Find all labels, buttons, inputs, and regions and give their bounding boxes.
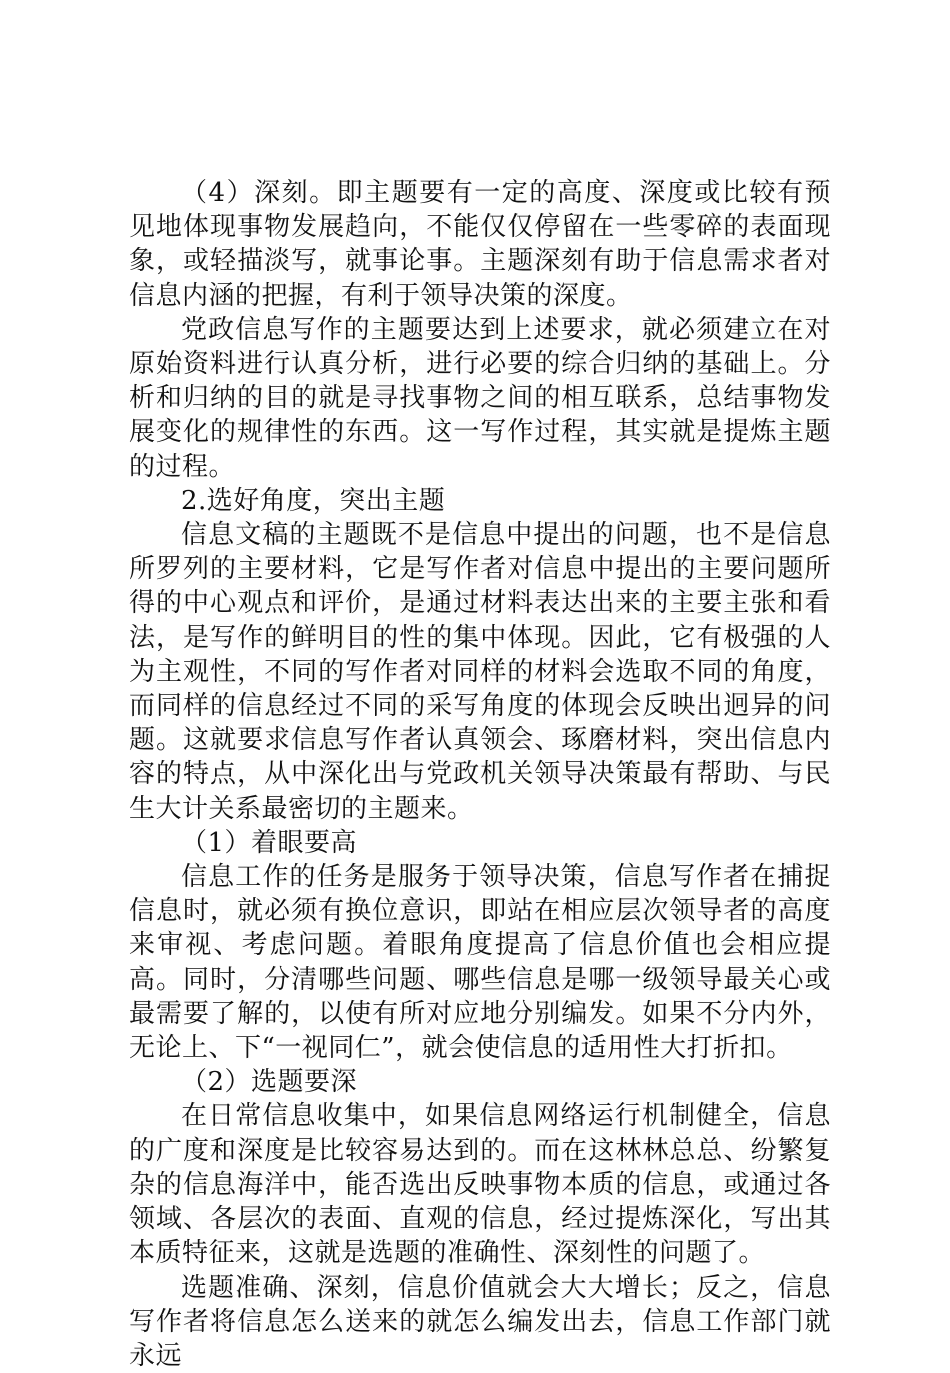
paragraph-high-view: 信息工作的任务是服务于领导决策，信息写作者在捕捉信息时，就必须有换位意识，即站在相应层次领导者的高度来审视、考虑问题。着眼角度提高了信息价值也会相应提高。同时，分清哪些问题、哪些信息是哪一级领导最关心或最需要了解的，以使有所对应地分别编发。如果不分内外，无论上、下“一视同仁”，就会使信息的适用性大打折扣。 xyxy=(129,860,831,1065)
paragraph-depth: （4）深刻。即主题要有一定的高度、深度或比较有预见地体现事物发展趋向，不能仅仅停留在一些零碎的表面现象，或轻描淡写，就事论事。主题深刻有助于信息需求者对信息内涵的把握，有利于领导决策的深度。 xyxy=(129,176,831,313)
paragraph-requirements: 党政信息写作的主题要达到上述要求，就必须建立在对原始资料进行认真分析，进行必要的综合归纳的基础上。分析和归纳的目的就是寻找事物之间的相互联系，总结事物发展变化的规律性的东西。这一写作过程，其实就是提炼主题的过程。 xyxy=(129,313,831,484)
paragraph-accuracy: 选题准确、深刻，信息价值就会大大增长；反之，信息写作者将信息怎么送来的就怎么编发出去，信息工作部门就永远 xyxy=(129,1271,831,1373)
subheading-high-view: （1）着眼要高 xyxy=(129,826,831,860)
paragraph-deep-topic: 在日常信息收集中，如果信息网络运行机制健全，信息的广度和深度是比较容易达到的。而在这林林总总、纷繁复杂的信息海洋中，能否选出反映事物本质的信息，或通过各领域、各层次的表面、直观的信息，经过提炼深化，写出其本质特征来，这就是选题的准确性、深刻性的问题了。 xyxy=(129,1099,831,1270)
subheading-deep-topic: （2）选题要深 xyxy=(129,1065,831,1099)
section-heading-angle: 2.选好角度，突出主题 xyxy=(129,484,831,518)
paragraph-theme: 信息文稿的主题既不是信息中提出的问题，也不是信息所罗列的主要材料，它是写作者对信息中提出的主要问题所得的中心观点和评价，是通过材料表达出来的主要主张和看法，是写作的鲜明目的性的集中体现。因此，它有极强的人为主观性，不同的写作者对同样的材料会选取不同的角度，而同样的信息经过不同的采写角度的体现会反映出迥异的问题。这就要求信息写作者认真领会、琢磨材料，突出信息内容的特点，从中深化出与党政机关领导决策最有帮助、与民生大计关系最密切的主题来。 xyxy=(129,518,831,826)
document-body xyxy=(129,176,831,1373)
